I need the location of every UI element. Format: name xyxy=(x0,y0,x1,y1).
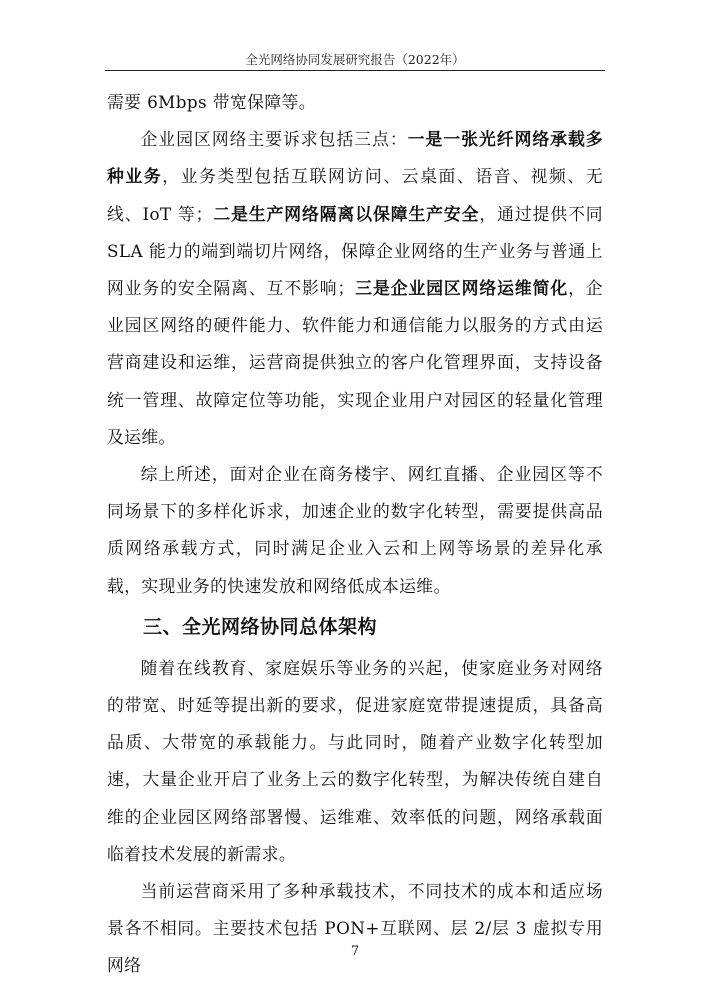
text-run: ，业务类型包括互联网访问、云桌面、语音、视频、无线、IoT 等； xyxy=(107,166,603,224)
bold-point-one: 一是一张光纤网络承载多种业务 xyxy=(107,129,603,187)
text-run: 企业园区网络主要诉求包括三点： xyxy=(140,129,408,150)
bold-point-two: 二是生产网络隔离以保障生产安全 xyxy=(212,203,480,224)
text-run: ，企业园区网络的硬件能力、软件能力和通信能力以服务的方式由运营商建设和运维，运营商提供独立的客户化管理界面，支持设备统一管理、故障定位等功能，实现企业用户对园区的轻量化管理及运维。 xyxy=(107,278,603,447)
text-run: ，通过提供不同 SLA 能力的端到端切片网络，保障企业网络的生产业务与普通上网业务的安全隔离、互不影响； xyxy=(107,203,603,299)
section-heading: 三、全光网络协同总体架构 xyxy=(143,615,378,638)
paragraph-enterprise-campus xyxy=(107,121,603,456)
page-number: 7 xyxy=(350,944,360,959)
paragraph-technologies: 当前运营商采用了多种承载技术，不同技术的成本和适应场景各不相同。主要技术包括 PON+互联网、层 2/层 3 虚拟专用网络 xyxy=(107,881,603,976)
running-header: 全光网络协同发展研究报告（2022年） xyxy=(245,52,465,67)
paragraph-background: 随着在线教育、家庭娱乐等业务的兴起，使家庭业务对网络的带宽、时延等提出新的要求，促进家庭宽带提速提质，具备高品质、大带宽的承载能力。与此同时，随着产业数字化转型加速，大量企业开启了业务上云的数字化转型，为解决传统自建自维的企业园区网络部署慢、运维难、效率低的问题，网络承载面临着技术发展的新需求。 xyxy=(107,657,603,864)
paragraph-summary: 综上所述，面对企业在商务楼宇、网红直播、企业园区等不同场景下的多样化诉求，加速企业的数字化转型，需要提供高品质网络承载方式，同时满足企业入云和上网等场景的差异化承载，实现业务的快速发放和网络低成本运维。 xyxy=(107,464,603,596)
body-text xyxy=(107,84,603,985)
header-rule xyxy=(105,70,605,71)
bold-point-three: 三是企业园区网络运维简化 xyxy=(354,278,569,299)
paragraph-continuation: 需要 6Mbps 带宽保障等。 xyxy=(107,92,316,112)
